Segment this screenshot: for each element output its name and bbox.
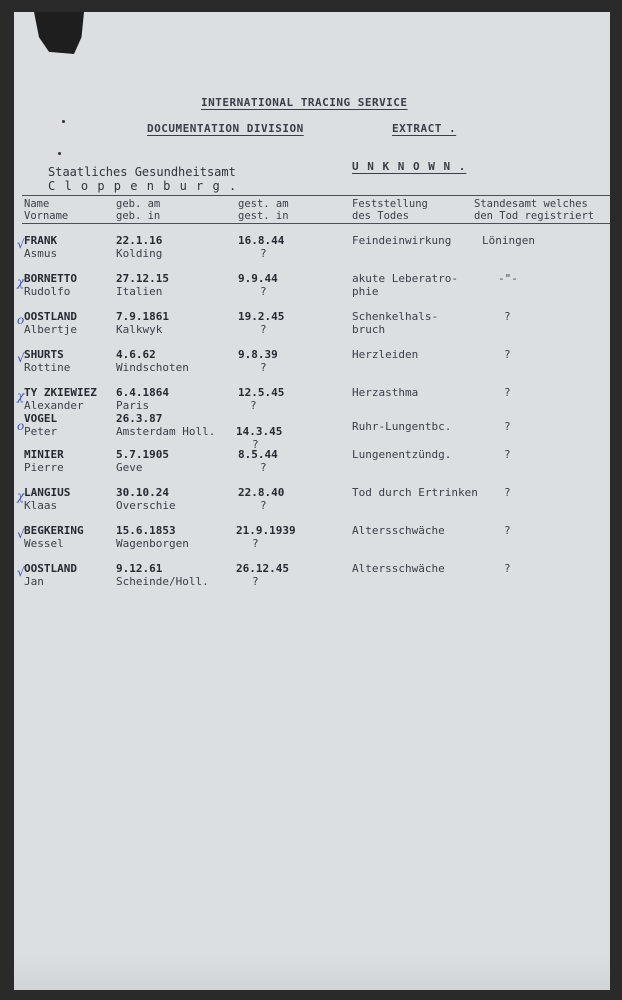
surname: VOGEL (24, 412, 58, 425)
surname: BORNETTO (24, 272, 77, 285)
given-name: Klaas (24, 499, 58, 512)
given-name: Rottine (24, 361, 71, 374)
surname: MINIER (24, 448, 64, 461)
cause-of-death: Feindeinwirkung (352, 234, 452, 247)
check-mark: √ (17, 527, 25, 541)
death-date: 16.8.44 (238, 234, 285, 247)
birth-date: 5.7.1905 (116, 448, 169, 461)
birth-place: Geve (116, 461, 143, 474)
birth-place: Italien (116, 285, 163, 298)
death-place: ? (252, 575, 259, 588)
death-date: 19.2.45 (238, 310, 285, 323)
column-header-name: Name Vorname (24, 198, 69, 222)
surname: FRANK (24, 234, 58, 247)
unknown-status: U N K N O W N . (352, 160, 467, 173)
cause-of-death-cont: phie (352, 285, 379, 298)
column-header-registry: Standesamt welches den Tod registriert (474, 198, 595, 222)
registry-office: ? (504, 310, 511, 323)
given-name: Rudolfo (24, 285, 71, 298)
surname: LANGIUS (24, 486, 71, 499)
circle-mark: o (17, 313, 25, 327)
birth-place: Kolding (116, 247, 163, 260)
birth-place: Paris (116, 399, 150, 412)
death-place: ? (260, 361, 267, 374)
surname: OOSTLAND (24, 310, 77, 323)
circle-mark: o (17, 419, 25, 433)
document-page (14, 12, 610, 990)
birth-place: Wagenborgen (116, 537, 189, 550)
division-title: DOCUMENTATION DIVISION (147, 122, 304, 135)
death-place: ? (260, 285, 267, 298)
registry-office: -"- (498, 272, 518, 285)
cause-of-death: Tod durch Ertrinken (352, 486, 478, 499)
given-name: Wessel (24, 537, 64, 550)
death-place: ? (260, 461, 267, 474)
ink-speck (58, 152, 61, 155)
ink-speck (62, 120, 65, 123)
birth-date: 7.9.1861 (116, 310, 169, 323)
torn-corner (34, 12, 84, 54)
registry-office: Löningen (482, 234, 535, 247)
birth-date: 15.6.1853 (116, 524, 176, 537)
cause-of-death: Herzasthma (352, 386, 419, 399)
cross-mark: χ (17, 275, 25, 289)
surname: TY ZKIEWIEZ (24, 386, 97, 399)
death-place: ? (260, 323, 267, 336)
service-title: INTERNATIONAL TRACING SERVICE (201, 96, 408, 109)
birth-date: 26.3.87 (116, 412, 163, 425)
death-date: 9.8.39 (238, 348, 278, 361)
death-date: 12.5.45 (238, 386, 285, 399)
cross-mark: χ (17, 489, 25, 503)
registry-office: ? (504, 562, 511, 575)
cause-of-death: Schenkelhals- (352, 310, 439, 323)
cause-of-death: Altersschwäche (352, 524, 445, 537)
death-place: ? (260, 247, 267, 260)
registry-office: ? (504, 448, 511, 461)
registry-office: ? (504, 420, 511, 433)
birth-place: Overschie (116, 499, 176, 512)
birth-date: 27.12.15 (116, 272, 169, 285)
birth-date: 4.6.62 (116, 348, 156, 361)
death-date: 22.8.40 (238, 486, 285, 499)
birth-date: 30.10.24 (116, 486, 169, 499)
death-place: ? (260, 499, 267, 512)
given-name: Pierre (24, 461, 64, 474)
birth-date: 9.12.61 (116, 562, 163, 575)
cross-mark: χ (17, 389, 25, 403)
birth-place: Scheinde/Holl. (116, 575, 209, 588)
cause-of-death: Lungenentzündg. (352, 448, 452, 461)
cause-of-death: akute Leberatro- (352, 272, 458, 285)
birth-place: Windschoten (116, 361, 189, 374)
cause-of-death: Altersschwäche (352, 562, 445, 575)
surname: BEGKERING (24, 524, 84, 537)
given-name: Alexander (24, 399, 84, 412)
column-header-died: gest. am gest. in (238, 198, 289, 222)
column-header-cause: Feststellung des Todes (352, 198, 428, 222)
header-rule-top (22, 195, 610, 196)
registry-office: ? (504, 348, 511, 361)
death-date: 21.9.1939 (236, 524, 296, 537)
death-place: ? (252, 537, 259, 550)
birth-place: Amsterdam Holl. (116, 425, 216, 438)
death-place: ? (252, 438, 259, 451)
registry-office: ? (504, 524, 511, 537)
header-rule-bottom (22, 223, 610, 224)
death-place: ? (250, 399, 257, 412)
surname: SHURTS (24, 348, 64, 361)
extract-label: EXTRACT . (392, 122, 457, 135)
birth-date: 22.1.16 (116, 234, 163, 247)
check-mark: √ (17, 237, 25, 251)
death-date: 14.3.45 (236, 425, 283, 438)
given-name: Asmus (24, 247, 58, 260)
cause-of-death: Ruhr-Lungentbc. (352, 420, 452, 433)
given-name: Jan (24, 575, 44, 588)
check-mark: √ (17, 565, 25, 579)
given-name: Albertje (24, 323, 77, 336)
office-name: Staatliches Gesundheitsamt (48, 165, 236, 179)
registry-office: ? (504, 486, 511, 499)
death-date: 9.9.44 (238, 272, 278, 285)
page-bottom-edge (14, 950, 610, 990)
surname: OOSTLAND (24, 562, 77, 575)
check-mark: √ (17, 351, 25, 365)
office-city: C l o p p e n b u r g . (48, 179, 238, 193)
cause-of-death: Herzleiden (352, 348, 419, 361)
column-header-born: geb. am geb. in (116, 198, 161, 222)
cause-of-death-cont: bruch (352, 323, 386, 336)
birth-date: 6.4.1864 (116, 386, 169, 399)
given-name: Peter (24, 425, 58, 438)
death-date: 26.12.45 (236, 562, 289, 575)
death-date: 8.5.44 (238, 448, 278, 461)
birth-place: Kalkwyk (116, 323, 163, 336)
registry-office: ? (504, 386, 511, 399)
